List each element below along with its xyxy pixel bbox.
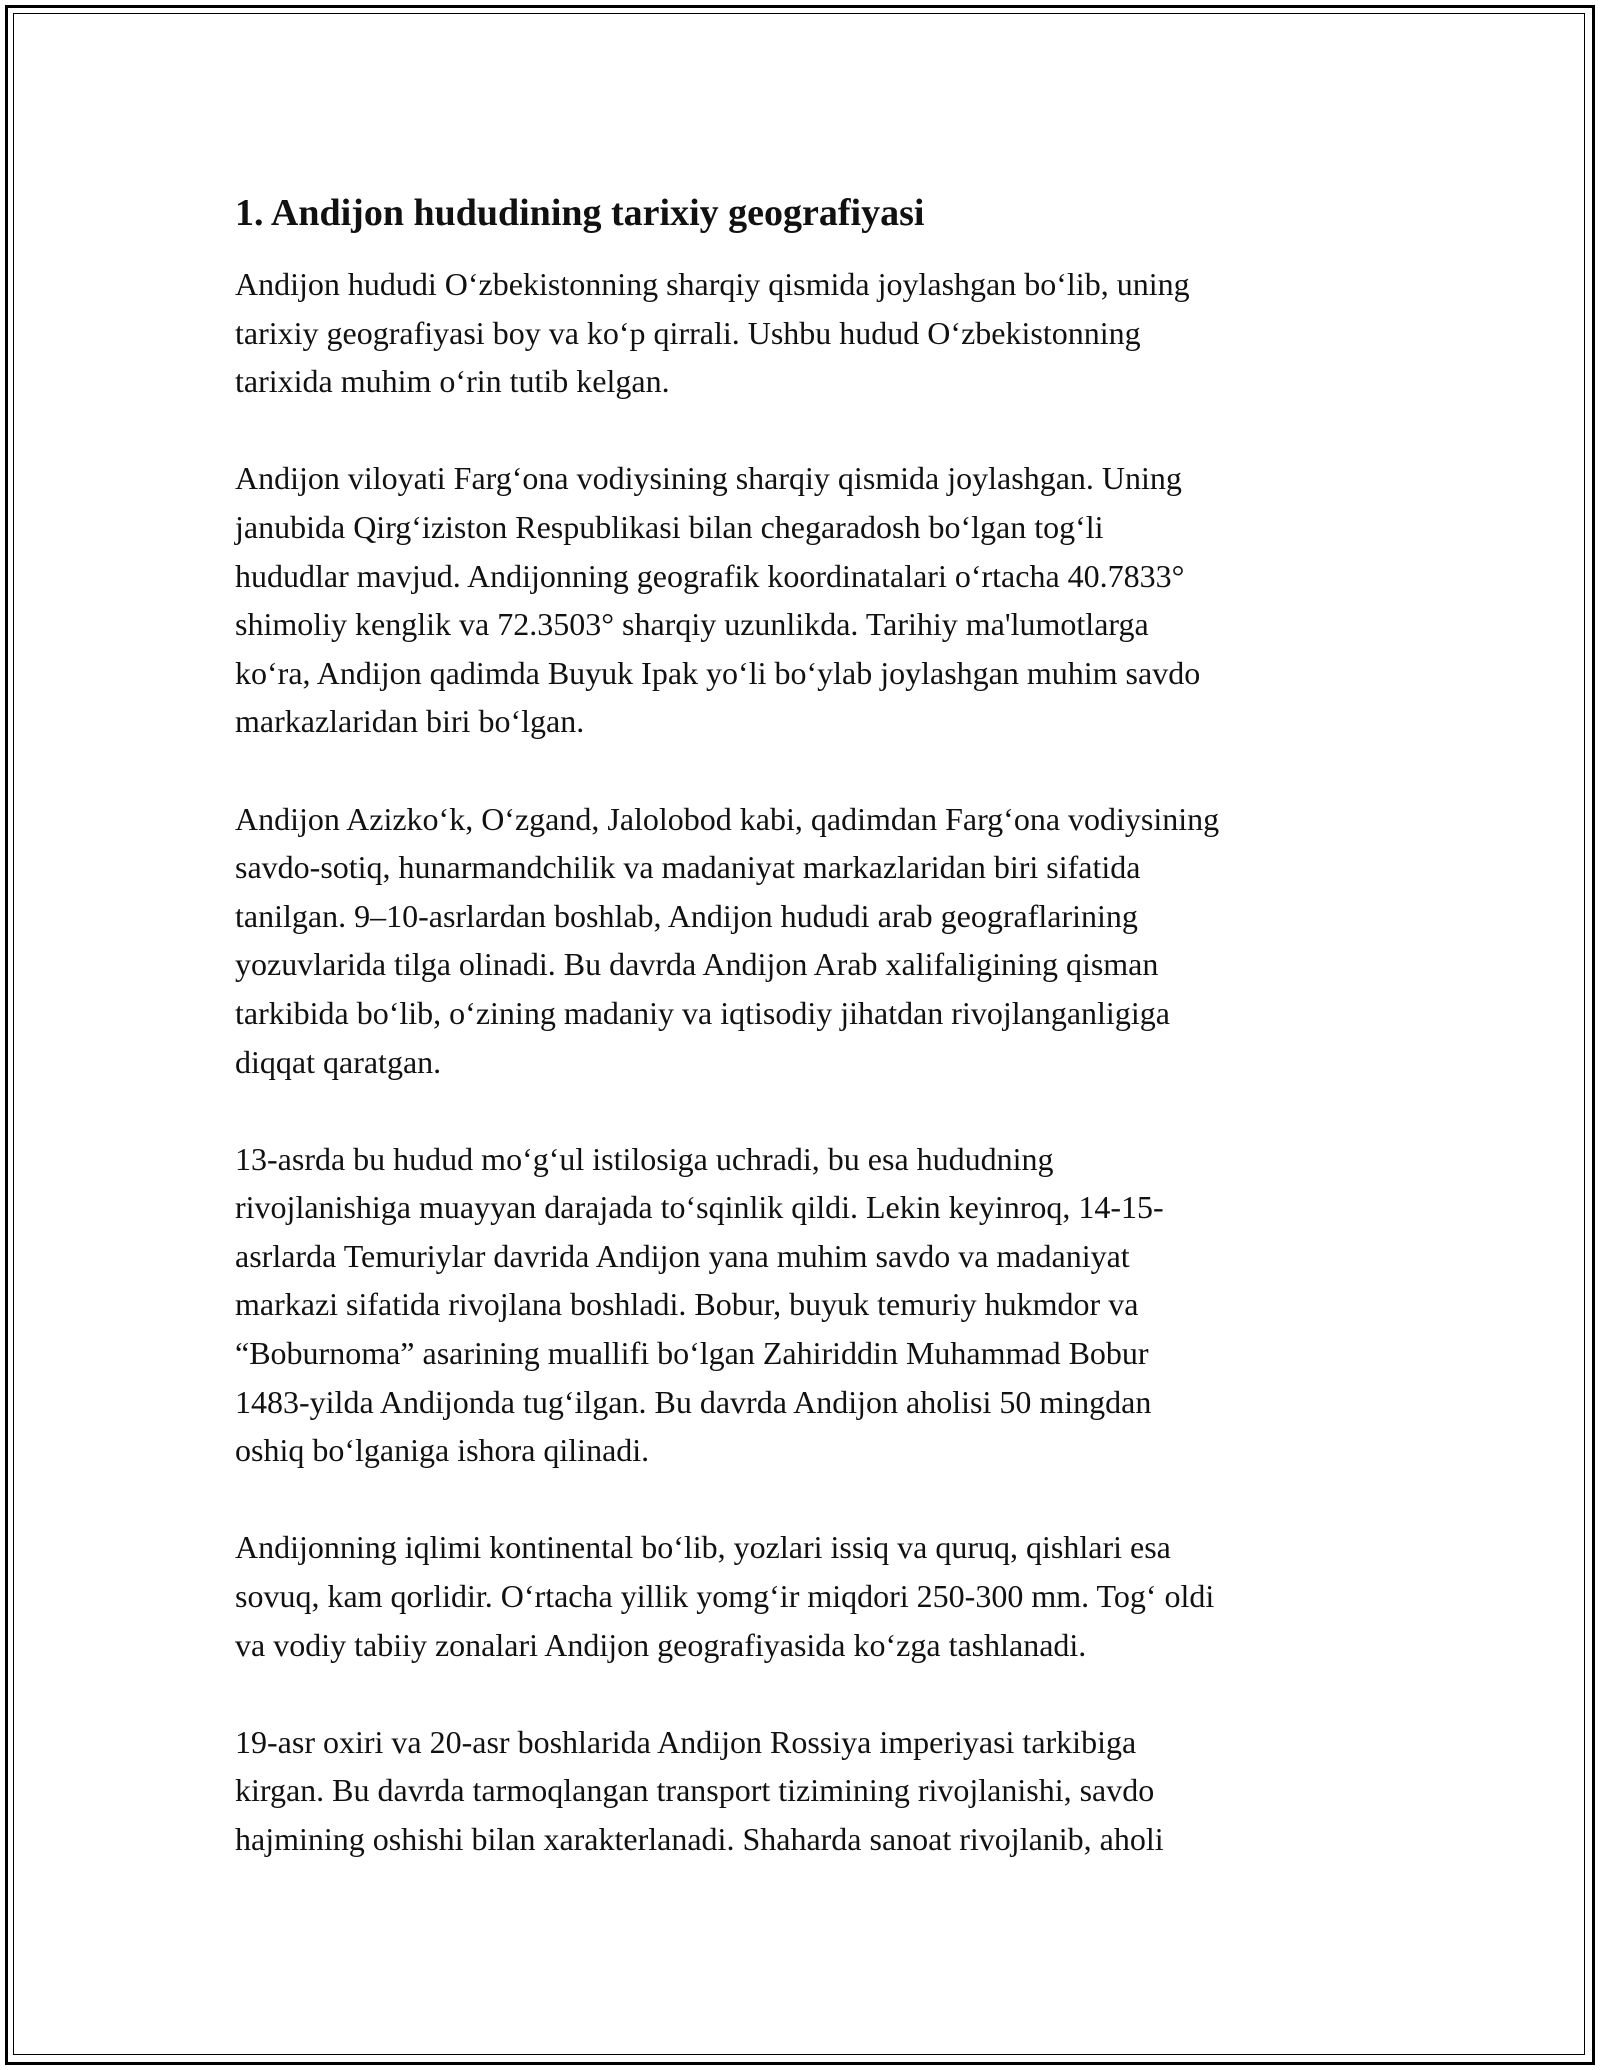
text-line: sovuq, kam qorlidir. O‘rtacha yillik yomg‘ir miqdori 250-300 mm. Tog‘ oldi (235, 1578, 1215, 1615)
text-line: tarixida muhim o‘rin tutib kelgan. (235, 363, 670, 400)
text-line: savdo-sotiq, hunarmandchilik va madaniyat markazlaridan biri sifatida (235, 849, 1141, 886)
text-line: janubida Qirg‘iziston Respublikasi bilan chegaradosh bo‘lgan tog‘li (235, 508, 1104, 545)
text-line: 19-asr oxiri va 20-asr boshlarida Andijon Rossiya imperiyasi tarkibiga (235, 1723, 1137, 1760)
text-line: “Boburnoma” asarining muallifi bo‘lgan Zahiriddin Muhammad Bobur (235, 1335, 1149, 1372)
text-line: va vodiy tabiiy zonalari Andijon geografiyasida ko‘zga tashlanadi. (235, 1626, 1087, 1663)
text-line: markazi sifatida rivojlana boshladi. Bobur, buyuk temuriy hukmdor va (235, 1286, 1139, 1323)
paragraph-4 (235, 1135, 1375, 1475)
text-line: tarkibida bo‘lib, o‘zining madaniy va iqtisodiy jihatdan rivojlanganligiga (235, 994, 1170, 1031)
text-line: hududlar mavjud. Andijonning geografik koordinatalari o‘rtacha 40.7833° (235, 557, 1185, 594)
text-line: Andijon hududi O‘zbekistonning sharqiy qismida joylashgan bo‘lib, uning (235, 266, 1190, 302)
text-line: tarixiy geografiyasi boy va ko‘p qirrali. Ushbu hudud O‘zbekistonning (235, 314, 1141, 351)
text-line: yozuvlarida tilga olinadi. Bu davrda Andijon Arab xalifaligining qisman (235, 946, 1159, 983)
text-line: asrlarda Temuriylar davrida Andijon yana muhim savdo va madaniyat (235, 1237, 1130, 1274)
text-line: rivojlanishiga muayyan darajada to‘sqinlik qildi. Lekin keyinroq, 14-15- (235, 1189, 1164, 1226)
text-line: hajmining oshishi bilan xarakterlanadi. Shaharda sanoat rivojlanib, aholi (235, 1821, 1164, 1857)
paragraph-3 (235, 795, 1375, 1087)
text-line: ko‘ra, Andijon qadimda Buyuk Ipak yo‘li bo‘ylab joylashgan muhim savdo (235, 654, 1201, 691)
text-line: Andijonning iqlimi kontinental bo‘lib, yozlari issiq va quruq, qishlari esa (235, 1529, 1171, 1566)
paragraph-1 (235, 260, 1375, 406)
text-line: 13-asrda bu hudud mo‘g‘ul istilosiga uchradi, bu esa hududning (235, 1140, 1054, 1177)
text-line: Andijon Azizko‘k, O‘zgand, Jalolobod kabi, qadimdan Farg‘ona vodiysining (235, 800, 1220, 837)
document-body (235, 188, 1375, 1912)
text-line: shimoliy kenglik va 72.3503° sharqiy uzunlikda. Tarihiy ma'lumotlarga (235, 606, 1149, 643)
paragraph-2 (235, 454, 1375, 746)
text-line: oshiq bo‘lganiga ishora qilinadi. (235, 1432, 650, 1469)
text-line: 1483-yilda Andijonda tug‘ilgan. Bu davrda Andijon aholisi 50 mingdan (235, 1383, 1152, 1420)
text-line: kirgan. Bu davrda tarmoqlangan transport tizimining rivojlanishi, savdo (235, 1772, 1155, 1809)
section-heading: 1. Andijon hududining tarixiy geografiyasi (235, 192, 925, 234)
text-line: markazlaridan biri bo‘lgan. (235, 703, 585, 740)
text-line: diqqat qaratgan. (235, 1043, 442, 1080)
paragraph-6 (235, 1718, 1375, 1864)
paragraph-5 (235, 1523, 1375, 1669)
text-line: tanilgan. 9–10-asrlardan boshlab, Andijon hududi arab geograflarining (235, 897, 1138, 934)
text-line: Andijon viloyati Farg‘ona vodiysining sharqiy qismida joylashgan. Uning (235, 460, 1182, 497)
